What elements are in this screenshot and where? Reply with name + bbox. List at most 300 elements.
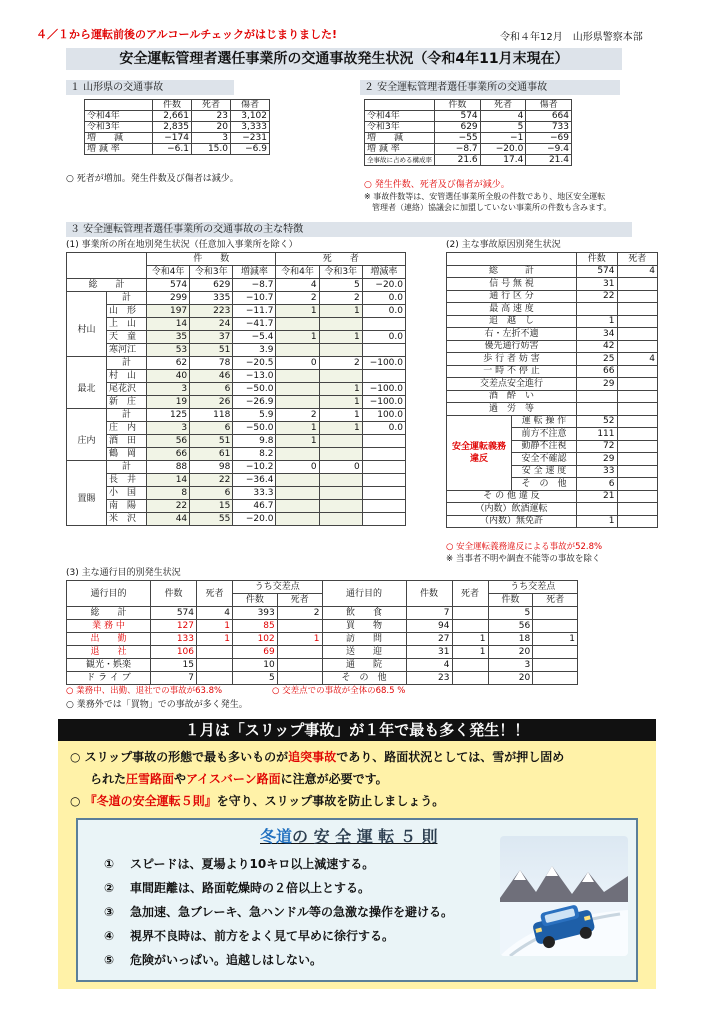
table-cell [276, 474, 319, 487]
table-cell: 15 [151, 659, 197, 672]
table-cell: 庄 内 [107, 422, 147, 435]
header-cell: 死者 [480, 100, 526, 111]
slip-highlight: 追突事故 [288, 750, 337, 764]
table-row [67, 396, 406, 409]
table-cell: 15 [190, 500, 233, 513]
table-cell: 1 [276, 435, 319, 448]
table-row [85, 144, 270, 155]
table-cell: 交差点安全進行 [447, 378, 577, 391]
table-cell: （内数）飲酒運転 [447, 503, 577, 516]
sec2-note1: ○ 発生件数、死者及び傷者が減少。 [364, 180, 510, 190]
table-cell: 15.0 [192, 144, 231, 155]
rules-title-a: 冬道 [260, 827, 293, 846]
table-cell: −20.5 [233, 357, 276, 370]
table-cell: 1 [577, 315, 618, 328]
table-cell: 安全不確認 [512, 453, 577, 466]
t3-title: (3) 主な通行目的別発生状況 [66, 568, 181, 578]
table-cell: 5.9 [233, 409, 276, 422]
rule-number: ④ [104, 929, 115, 943]
table-cell: 4 [480, 111, 526, 122]
table-cell [617, 403, 658, 416]
location-table [66, 252, 406, 526]
table-row [67, 672, 578, 685]
table-row [85, 100, 270, 111]
table-cell: 34 [577, 328, 618, 341]
rules-title-b: の 安 全 運 転 ５ 則 [292, 827, 438, 846]
table-cell [362, 435, 405, 448]
table-cell: 2 [319, 357, 362, 370]
table-row [67, 318, 406, 331]
table-cell [319, 500, 362, 513]
table-cell [319, 487, 362, 500]
table-cell: 0.0 [362, 422, 405, 435]
table-cell: 全事故に占める構成率 [365, 155, 435, 166]
header-cell [365, 100, 435, 111]
table-cell: 55 [190, 513, 233, 526]
table-cell: −5.4 [233, 331, 276, 344]
table-row [67, 448, 406, 461]
header-cell: 死者 [197, 581, 233, 607]
table-row [67, 607, 578, 620]
table-cell: −100.0 [362, 396, 405, 409]
table-row [365, 122, 572, 133]
header-cell: 件数 [233, 594, 278, 607]
header-cell: 令和3年 [190, 266, 233, 279]
table-cell: 1 [197, 633, 233, 646]
table-cell [617, 303, 658, 316]
table-cell: 3,333 [231, 122, 270, 133]
purpose-table [66, 580, 578, 685]
header-cell: 件数 [406, 581, 452, 607]
table-cell: 計 [107, 292, 147, 305]
table-cell: −55 [435, 133, 481, 144]
table-cell: 44 [147, 513, 190, 526]
table-cell [319, 474, 362, 487]
table-cell [277, 646, 322, 659]
rule-number: ⑤ [104, 953, 115, 967]
slip-line-3 [70, 790, 444, 812]
t2-title: (2) 主な事故原因別発生状況 [446, 240, 561, 250]
table-cell: −20.0 [233, 513, 276, 526]
table-cell: 6 [190, 487, 233, 500]
table-cell [617, 453, 658, 466]
table-row [85, 133, 270, 144]
table-cell: −9.4 [526, 144, 572, 155]
header-cell: 傷者 [231, 100, 270, 111]
table-cell: 61 [190, 448, 233, 461]
header-cell: 死者 [617, 253, 658, 266]
header-cell: 増減率 [362, 266, 405, 279]
table-cell [362, 448, 405, 461]
table-cell: 天 童 [107, 331, 147, 344]
table-row [67, 633, 578, 646]
table-cell: 51 [190, 344, 233, 357]
table-cell: 197 [147, 305, 190, 318]
table-cell: −231 [231, 133, 270, 144]
sec2-title: ２ 安全運転管理者選任事業所の交通事故 [360, 80, 620, 95]
table-cell [276, 344, 319, 357]
table-cell [577, 503, 618, 516]
table-cell: 22 [190, 474, 233, 487]
table-cell: 4 [617, 265, 658, 278]
table-cell: 46 [190, 370, 233, 383]
table-cell: 5 [480, 122, 526, 133]
table-cell: 計 [107, 357, 147, 370]
table-cell: 通 行 区 分 [447, 290, 577, 303]
table-cell: 尾花沢 [107, 383, 147, 396]
table-cell: 3 [147, 422, 190, 435]
table-row [67, 370, 406, 383]
slip-line-1 [70, 746, 564, 768]
table-cell: 0.0 [362, 331, 405, 344]
table-cell: 追 越 し [447, 315, 577, 328]
table-cell [276, 513, 319, 526]
header-cell: 件数 [153, 100, 192, 111]
table-cell: 25 [577, 353, 618, 366]
region-label: 庄内 [67, 422, 107, 461]
table-cell [319, 370, 362, 383]
table-cell: 21 [577, 490, 618, 503]
table-cell [533, 672, 578, 685]
table-cell: −50.0 [233, 383, 276, 396]
table-cell [577, 403, 618, 416]
table-cell [617, 315, 658, 328]
header-cell: うち交差点 [233, 581, 323, 594]
table-cell [319, 448, 362, 461]
table-cell: 69 [233, 646, 278, 659]
table-cell: 村 山 [107, 370, 147, 383]
table-cell: 1 [577, 515, 618, 528]
table-cell: −13.0 [233, 370, 276, 383]
table-cell: 総 計 [67, 279, 147, 292]
header-cell: 令和3年 [319, 266, 362, 279]
table-cell: 20 [192, 122, 231, 133]
table-cell: 4 [197, 607, 233, 620]
table-cell: 2 [319, 292, 362, 305]
table-row [67, 279, 406, 292]
table-row [67, 409, 406, 422]
table-cell: 17.4 [480, 155, 526, 166]
table-cell: 21.4 [526, 155, 572, 166]
table-cell [617, 428, 658, 441]
table-cell: 寒河江 [107, 344, 147, 357]
table-cell: 4 [406, 659, 452, 672]
table-cell: 78 [190, 357, 233, 370]
table-row [67, 659, 578, 672]
table-cell: 酒 田 [107, 435, 147, 448]
table-cell: 125 [147, 409, 190, 422]
table-cell: 通 院 [322, 659, 406, 672]
table-cell: 1 [452, 633, 488, 646]
slip-text: に注意が必要です。 [280, 772, 388, 786]
slip-text: や [174, 772, 187, 786]
slip-line-2 [90, 768, 388, 790]
table-row [67, 344, 406, 357]
table-cell [577, 390, 618, 403]
table-cell [67, 357, 107, 370]
table-cell: 優先通行妨害 [447, 340, 577, 353]
table-row [447, 365, 658, 378]
table-cell: 393 [233, 607, 278, 620]
table-cell [362, 474, 405, 487]
table-cell: 歩 行 者 妨 害 [447, 353, 577, 366]
table-cell: 令和4年 [365, 111, 435, 122]
table-cell: 31 [577, 278, 618, 291]
table-cell [276, 448, 319, 461]
table-cell: 299 [147, 292, 190, 305]
table-cell: −100.0 [362, 357, 405, 370]
table-cell [452, 672, 488, 685]
table-cell: 0.0 [362, 292, 405, 305]
table-cell: 4 [617, 353, 658, 366]
table-cell: 37 [190, 331, 233, 344]
table-cell: 223 [190, 305, 233, 318]
table-row [365, 144, 572, 155]
table-cell: 24 [190, 318, 233, 331]
table-cell: そ の 他 [322, 672, 406, 685]
table-row [67, 292, 406, 305]
rule-item [104, 900, 453, 924]
header-cell [447, 253, 577, 266]
table-cell: 総 計 [67, 607, 151, 620]
table-cell: 8 [147, 487, 190, 500]
table-cell: 664 [526, 111, 572, 122]
table-cell: −41.7 [233, 318, 276, 331]
table-cell [276, 318, 319, 331]
table-cell: 2 [276, 409, 319, 422]
table-cell: 33.3 [233, 487, 276, 500]
table-cell: 2 [277, 607, 322, 620]
table-cell: 72 [577, 440, 618, 453]
rule-text: 急加速、急ブレーキ、急ハンドル等の急激な操作を避ける。 [130, 905, 454, 919]
table-cell: 前方不注意 [512, 428, 577, 441]
table-cell [617, 290, 658, 303]
table-cell: 鶴 岡 [107, 448, 147, 461]
table-cell [277, 620, 322, 633]
slip-highlight: アイスバーン路面 [186, 772, 281, 786]
slip-text: であり、路面状況としては、雪が押し固め [336, 750, 565, 764]
table-cell: 102 [233, 633, 278, 646]
table-row [447, 353, 658, 366]
table-cell: 1 [452, 646, 488, 659]
table-row [447, 378, 658, 391]
table-cell: 22 [577, 290, 618, 303]
table-cell: （内数）無免許 [447, 515, 577, 528]
table-cell: −100.0 [362, 383, 405, 396]
table-cell [197, 659, 233, 672]
table-cell: 31 [406, 646, 452, 659]
table-cell: 26 [190, 396, 233, 409]
region-label: 村山 [67, 305, 107, 357]
table-cell: 42 [577, 340, 618, 353]
sec2-note3: 管理者（連絡）協議会に加盟していない事業所の件数も含みます。 [364, 203, 612, 212]
table-cell [319, 318, 362, 331]
table-cell: そ の 他 [512, 478, 577, 491]
table-cell: 62 [147, 357, 190, 370]
table-cell: −1 [480, 133, 526, 144]
slip-highlight: 圧雪路面 [126, 772, 175, 786]
table-cell [319, 435, 362, 448]
table-cell: 3 [488, 659, 533, 672]
header-cell: 死者 [277, 594, 322, 607]
table-cell [319, 344, 362, 357]
table-cell: 1 [319, 409, 362, 422]
table-cell: 計 [107, 461, 147, 474]
table-row [67, 487, 406, 500]
table-cell: 629 [435, 122, 481, 133]
table-cell: 5 [488, 607, 533, 620]
table-row [67, 620, 578, 633]
table-cell: 2 [276, 292, 319, 305]
table-cell: −36.4 [233, 474, 276, 487]
table-cell [362, 318, 405, 331]
table-cell: 1 [319, 422, 362, 435]
table-row [447, 265, 658, 278]
table-cell: 2,661 [153, 111, 192, 122]
table-cell: 1 [319, 383, 362, 396]
table-row [67, 331, 406, 344]
table-cell: 訪 問 [322, 633, 406, 646]
table-cell: 19 [147, 396, 190, 409]
table-cell: 1 [319, 396, 362, 409]
table-cell: 29 [577, 453, 618, 466]
table-cell [452, 659, 488, 672]
table-cell: 最 高 速 度 [447, 303, 577, 316]
table-cell: 52 [577, 415, 618, 428]
table-cell: 23 [406, 672, 452, 685]
table-row [365, 155, 572, 166]
rule-item [104, 924, 453, 948]
sec3-title: ３ 安全運転管理者選任事業所の交通事故の主な特徴 [66, 222, 632, 237]
table-cell: −26.9 [233, 396, 276, 409]
table-cell: 21.6 [435, 155, 481, 166]
table-cell: 100.0 [362, 409, 405, 422]
sec1-table [84, 99, 270, 155]
table-cell [67, 292, 107, 305]
table-cell: 増 減 率 [365, 144, 435, 155]
table-cell: 0 [276, 357, 319, 370]
slip-text: を守り、スリップ事故を防止しましょう。 [216, 794, 445, 808]
table-cell: 酒 酔 い [447, 390, 577, 403]
table-cell [617, 478, 658, 491]
table-cell: 1 [276, 422, 319, 435]
table-cell: 過 労 等 [447, 403, 577, 416]
table-cell: −6.1 [153, 144, 192, 155]
table-row [67, 422, 406, 435]
table-cell: 1 [276, 331, 319, 344]
table-cell: 10 [233, 659, 278, 672]
table-cell [276, 396, 319, 409]
slip-text: られた [90, 772, 127, 786]
table-cell: 2,835 [153, 122, 192, 133]
table-cell: 133 [151, 633, 197, 646]
rule-text: 視界不良時は、前方をよく見て早めに徐行する。 [130, 929, 395, 943]
table-cell [617, 340, 658, 353]
table-cell: 33 [577, 465, 618, 478]
table-row [67, 253, 406, 266]
header-cell: 死者 [533, 594, 578, 607]
table-row [447, 328, 658, 341]
table-cell: 3 [192, 133, 231, 144]
table-cell [617, 390, 658, 403]
rule-text: スピードは、夏場より10キロ以上減速する。 [130, 857, 375, 871]
table-cell [67, 461, 107, 474]
table-cell: 令和4年 [85, 111, 153, 122]
rule-text: 危険がいっぱい。追越しはしない。 [130, 953, 323, 967]
table-row [85, 111, 270, 122]
table-cell: 動静不注視 [512, 440, 577, 453]
table-cell: 上 山 [107, 318, 147, 331]
table-cell: 574 [151, 607, 197, 620]
rule-item [104, 852, 453, 876]
slip-text: ○ [70, 794, 85, 808]
table-cell [533, 607, 578, 620]
table-cell: 629 [190, 279, 233, 292]
table-cell: 増 減 [85, 133, 153, 144]
table-cell [67, 409, 107, 422]
table-cell [533, 646, 578, 659]
table-row [447, 253, 658, 266]
table-cell: −50.0 [233, 422, 276, 435]
table-row [67, 513, 406, 526]
header-cell: 件数 [151, 581, 197, 607]
rules-list [104, 852, 453, 972]
table-cell: 安 全 速 度 [512, 465, 577, 478]
t2-note2: ※ 当事者不明や調査不能等の事故を除く [446, 554, 601, 564]
table-cell [617, 465, 658, 478]
table-cell: 買 物 [322, 620, 406, 633]
table-cell [452, 620, 488, 633]
table-cell: 業 務 中 [67, 620, 151, 633]
sec1-note: ○ 死者が増加。発生件数及び傷者は減少。 [66, 174, 239, 184]
table-cell: 小 国 [107, 487, 147, 500]
table-cell: 観光・娯楽 [67, 659, 151, 672]
table-row [365, 133, 572, 144]
table-row [67, 383, 406, 396]
table-row [365, 100, 572, 111]
table-cell: 6 [190, 422, 233, 435]
table-cell [617, 415, 658, 428]
table-cell [276, 500, 319, 513]
t3-note2: ○ 業務外では「買物」での事故が多く発生。 [66, 700, 248, 710]
table-cell: 1 [276, 305, 319, 318]
region-label: 置賜 [67, 474, 107, 526]
rule-item [104, 948, 453, 972]
table-cell: 85 [233, 620, 278, 633]
region-label: 最北 [67, 370, 107, 409]
table-cell: 127 [151, 620, 197, 633]
table-cell: 7 [406, 607, 452, 620]
table-cell: −10.2 [233, 461, 276, 474]
sec1-title: １ 山形県の交通事故 [66, 80, 234, 95]
table-cell [362, 500, 405, 513]
table-cell [276, 383, 319, 396]
table-cell: ド ラ イ ブ [67, 672, 151, 685]
header-cell: 令和4年 [276, 266, 319, 279]
table-cell: 56 [147, 435, 190, 448]
header-cell: 件数 [488, 594, 533, 607]
table-cell: 3,102 [231, 111, 270, 122]
header-cell [67, 253, 147, 279]
header-cell: うち交差点 [488, 581, 578, 594]
table-cell: 新 庄 [107, 396, 147, 409]
table-cell: 51 [190, 435, 233, 448]
group-label: 安全運転義務違反 [447, 415, 512, 490]
header-cell: 死者 [192, 100, 231, 111]
table-cell: 送 迎 [322, 646, 406, 659]
table-cell: 増 減 率 [85, 144, 153, 155]
table-cell: 令和3年 [365, 122, 435, 133]
